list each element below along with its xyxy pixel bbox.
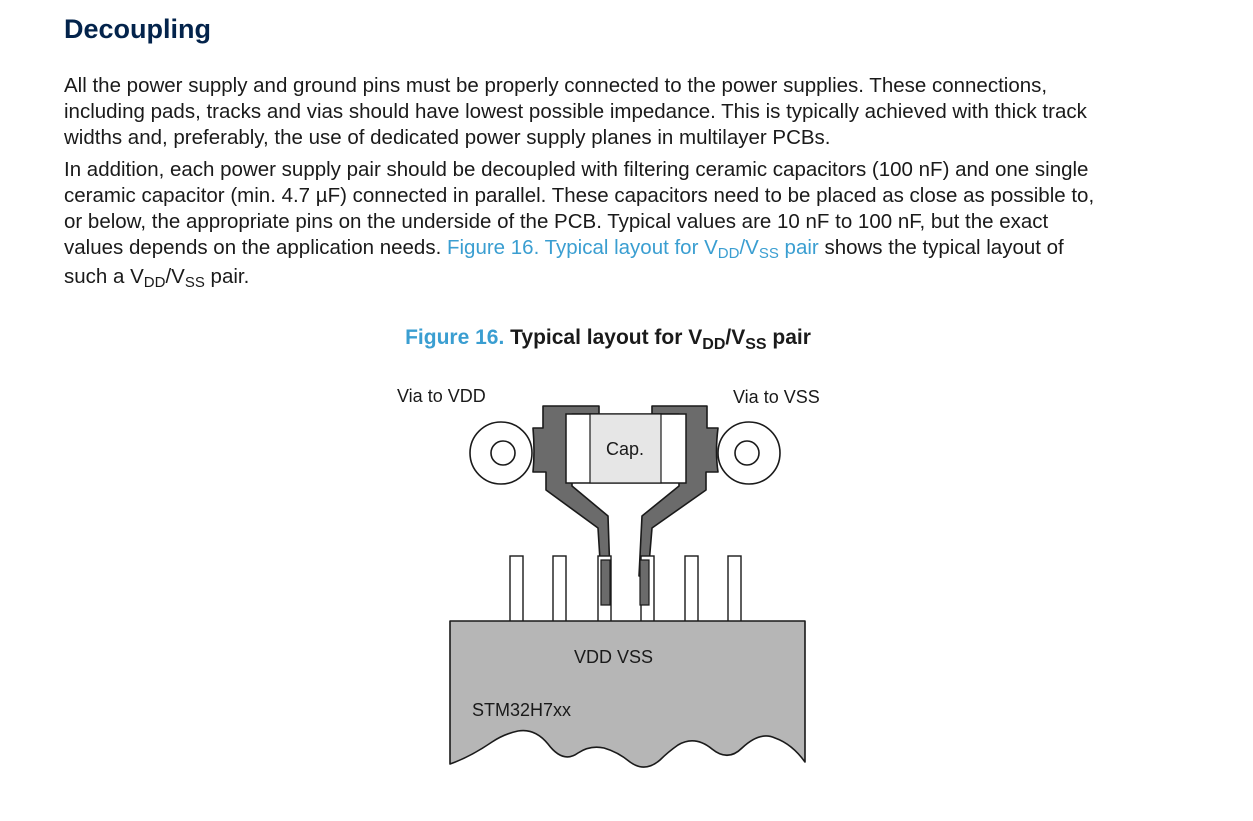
chip-pin [510,556,523,622]
vdd-pin-trace [601,560,610,605]
paragraph-line: widths and, preferably, the use of dedicated power supply planes in multilayer PCBs. [64,126,831,149]
figure-title: Typical layout for V [504,326,703,349]
paragraph-line: or below, the appropriate pins on the underside of the PCB. Typical values are 10 nF to 100 nF, but the exact [64,210,1049,233]
figure-title: pair [766,326,811,349]
capacitor-label: Cap. [606,439,645,459]
figure-title: /V [725,326,746,349]
via-vss-drill-icon [735,441,759,465]
chip-label: STM32H7xx [472,700,572,720]
subscript: DD [143,274,166,291]
text-segment: such a V [64,265,144,288]
subscript: SS [745,336,767,353]
text-segment: values depends on the application needs. [64,236,447,259]
chip-pin [553,556,566,622]
chip-pin [685,556,698,622]
link-text: /V [739,236,759,259]
subscript: SS [758,245,779,262]
via-vdd-label: Via to VDD [397,386,486,406]
pins-label: VDD VSS [574,647,654,667]
link-text: Figure 16. Typical layout for V [446,236,718,259]
chip-body [450,621,805,767]
section-title: Decoupling [64,14,211,44]
via-vss-label: Via to VSS [733,387,820,407]
paragraph-line: ceramic capacitor (min. 4.7 µF) connected in parallel. These capacitors need to be placed as close as possible to, [64,184,1095,207]
text-segment: shows the typical layout of [818,236,1064,259]
vss-pin-trace [640,560,649,605]
paragraph-line: In addition, each power supply pair should be decoupled with filtering ceramic capacitors (100 nF) and one single [64,158,1089,181]
link-text: pair [778,236,819,259]
text-segment: /V [165,265,185,288]
chip-pin [728,556,741,622]
paragraph-line: All the power supply and ground pins must be properly connected to the power supplies. These connections, [64,74,1048,97]
subscript: SS [184,274,205,291]
text-segment: pair. [204,265,250,288]
figure-number: Figure 16. [405,326,505,349]
via-vdd-drill-icon [491,441,515,465]
paragraph-line: including pads, tracks and vias should have lowest possible impedance. This is typically achieved with thick track [64,100,1087,123]
subscript: DD [717,245,740,262]
subscript: DD [702,336,726,353]
